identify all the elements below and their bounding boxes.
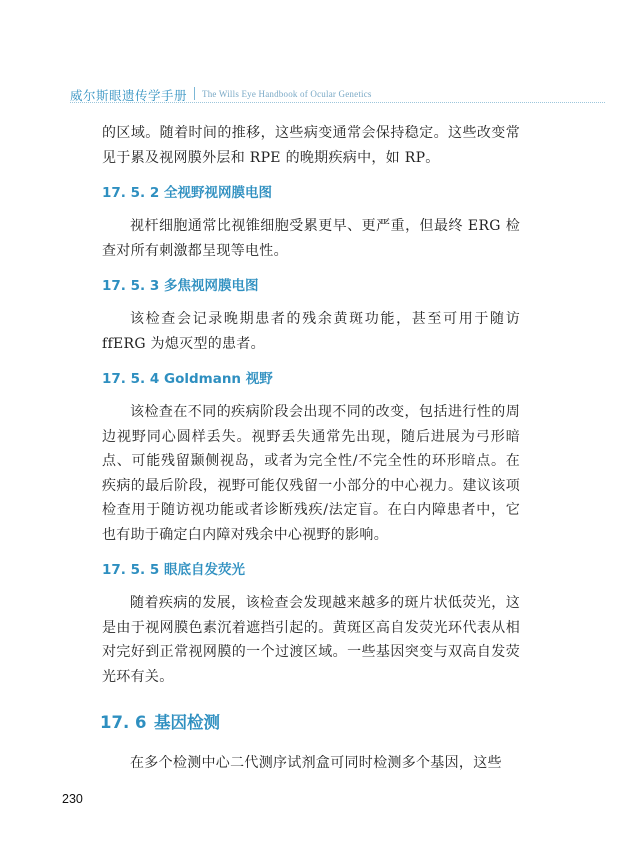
book-title-cn: 威尔斯眼遗传学手册 bbox=[70, 88, 188, 103]
page-number: 230 bbox=[62, 792, 83, 806]
heading-number: 17. 5. 4 bbox=[102, 371, 160, 387]
heading-17-5-3 bbox=[102, 276, 520, 296]
header-separator bbox=[194, 87, 195, 100]
heading-17-6 bbox=[100, 711, 520, 735]
page-body bbox=[102, 121, 520, 776]
section-number: 17. 6 bbox=[100, 713, 147, 732]
heading-number: 17. 5. 5 bbox=[102, 562, 160, 578]
heading-17-5-5 bbox=[102, 560, 520, 580]
heading-title: 眼底自发荧光 bbox=[164, 562, 245, 578]
paragraph-mferg: 该检查会记录晚期患者的残余黄斑功能，甚至可用于随访 ffERG 为熄灭型的患者。 bbox=[102, 311, 520, 352]
header-rule bbox=[70, 102, 605, 103]
paragraph-genetic-testing: 在多个检测中心二代测序试剂盒可同时检测多个基因，这些 bbox=[130, 755, 502, 771]
paragraph-faf: 随着疾病的发展，该检查会发现越来越多的斑片状低荧光，这是由于视网膜色素沉着遮挡引起的。黄斑区高自发荧光环代表从相对完好到正常视网膜的一个过渡区域。一些基因突变与双高自发荧光环有关。 bbox=[102, 595, 520, 685]
paragraph-fferg: 视杆细胞通常比视锥细胞受累更早、更严重，但最终 ERG 检查对所有刺激都呈现等电性。 bbox=[102, 218, 520, 259]
heading-17-5-4 bbox=[102, 369, 520, 389]
paragraph-continued: 的区域。随着时间的推移，这些病变通常会保持稳定。这些改变常见于累及视网膜外层和 RPE 的晚期疾病中，如 RP。 bbox=[102, 125, 520, 166]
section-title: 基因检测 bbox=[154, 713, 220, 732]
running-head bbox=[70, 86, 605, 106]
heading-number: 17. 5. 3 bbox=[102, 278, 160, 294]
paragraph-goldmann: 该检查在不同的疾病阶段会出现不同的改变，包括进行性的周边视野同心圆样丢失。视野丢失通常先出现，随后进展为弓形暗点、可能残留颞侧视岛，或者为完全性/不完全性的环形暗点。在疾病的最后阶段，视野可能仅残留一小部分的中心视力。建议该项检查用于随访视功能或者诊断残疾/法定盲。在白内障患者中，它也有助于确定白内障对残余中心视野的影响。 bbox=[102, 404, 520, 543]
heading-number: 17. 5. 2 bbox=[102, 185, 160, 201]
heading-title: Goldmann 视野 bbox=[164, 371, 273, 387]
heading-17-5-2 bbox=[102, 183, 520, 203]
heading-title: 全视野视网膜电图 bbox=[164, 185, 272, 201]
book-title-en: The Wills Eye Handbook of Ocular Genetics bbox=[202, 89, 372, 99]
heading-title: 多焦视网膜电图 bbox=[164, 278, 259, 294]
